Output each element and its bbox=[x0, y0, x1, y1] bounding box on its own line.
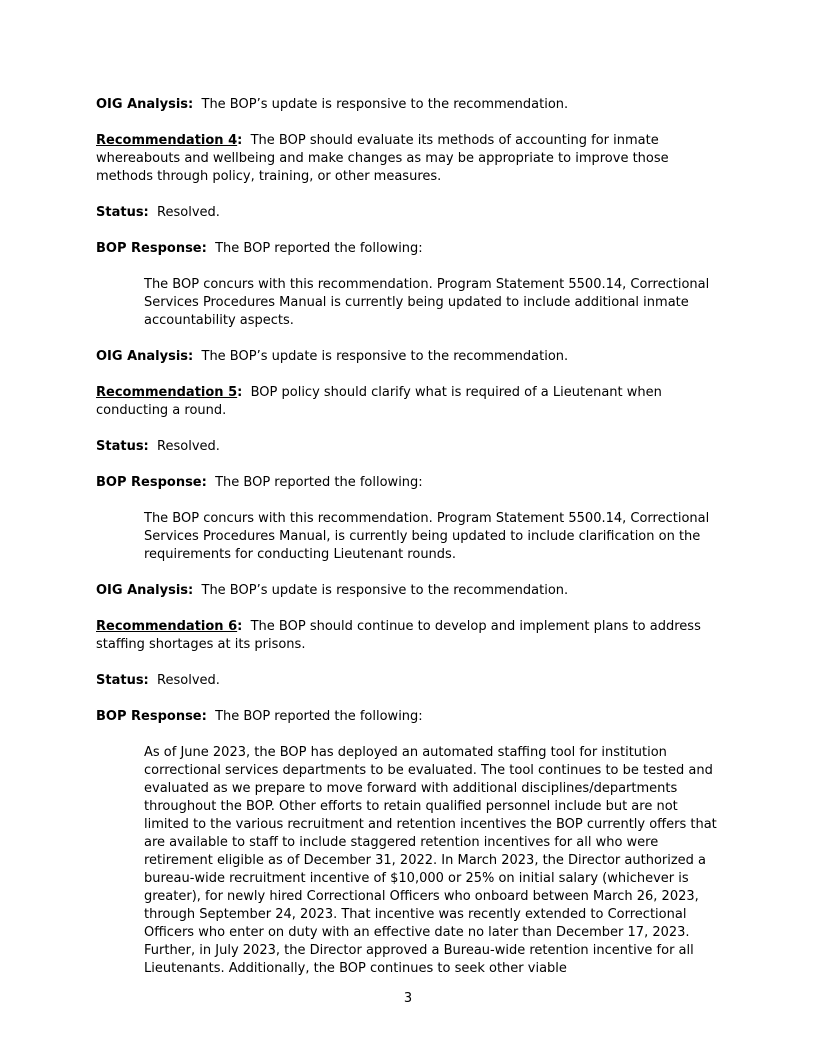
oig-analysis-label: OIG Analysis: bbox=[96, 97, 194, 112]
recommendation-6-text: The BOP should continue to develop and implement plans to address staffing shortages at its prisons. bbox=[96, 619, 701, 652]
status-6 bbox=[96, 672, 721, 690]
status-text: Resolved. bbox=[157, 439, 220, 454]
recommendation-5-text: BOP policy should clarify what is required of a Lieutenant when conducting a round. bbox=[96, 385, 662, 418]
bop-response-text: The BOP reported the following: bbox=[215, 241, 423, 256]
page-number: 3 bbox=[403, 991, 413, 1006]
document-page bbox=[96, 96, 721, 996]
bop-response-label: BOP Response: bbox=[96, 475, 207, 490]
oig-analysis-0 bbox=[96, 96, 721, 114]
recommendation-6: Recommendation 6: The BOP should continue to develop and implement plans to address staffing shortages at its prisons. bbox=[96, 619, 701, 652]
recommendation-4-text: The BOP should evaluate its methods of accounting for inmate whereabouts and wellbeing and make changes as may be appropriate to improve those methods through policy, training, or other measures. bbox=[96, 133, 669, 184]
bop-response-5 bbox=[96, 474, 721, 492]
oig-analysis-text: The BOP’s update is responsive to the recommendation. bbox=[201, 583, 569, 598]
oig-analysis-label: OIG Analysis: bbox=[96, 583, 194, 598]
bop-response-label: BOP Response: bbox=[96, 241, 207, 256]
status-text: Resolved. bbox=[157, 673, 220, 688]
bop-response-text: The BOP reported the following: bbox=[215, 709, 423, 724]
bop-response-4 bbox=[96, 240, 721, 258]
recommendation-4: Recommendation 4: The BOP should evaluate its methods of accounting for inmate whereabouts and wellbeing and make changes as may be appropriate to improve those methods through policy, training, or other measures. bbox=[96, 133, 669, 184]
oig-analysis-text: The BOP’s update is responsive to the recommendation. bbox=[201, 97, 569, 112]
recommendation-4-label: Recommendation 4 bbox=[96, 133, 238, 148]
response-quote-6: As of June 2023, the BOP has deployed an automated staffing tool for institution correctional services departments to be evaluated. The tool continues to be tested and evaluated as we prepare to move forward with additional disciplines/departments throughout the BOP. Other efforts to retain qualified personnel include but are not limited to the various recruitment and retention incentives the BOP currently offers that are available to staff to include staggered retention incentives for all who were retirement eligible as of December 31, 2022. In March 2023, the Director authorized a bureau-wide recruitment incentive of $10,000 or 25% on initial salary (whichever is greater), for newly hired Correctional Officers who onboard between March 26, 2023, through September 24, 2023. That incentive was recently extended to Correctional Officers who enter on duty with an effective date no later than December 17, 2023. Further, in July 2023, the Director approved a Bureau-wide retention incentive for all Lieutenants. Additionally, the BOP continues to seek other viable bbox=[144, 745, 717, 976]
recommendation-5: Recommendation 5: BOP policy should clarify what is required of a Lieutenant when conducting a round. bbox=[96, 385, 662, 418]
recommendation-6-label: Recommendation 6 bbox=[96, 619, 238, 634]
status-label: Status: bbox=[96, 439, 149, 454]
response-quote-5: The BOP concurs with this recommendation. Program Statement 5500.14, Correctional Services Procedures Manual, is currently being updated to include clarification on the requirements for conducting Lieutenant rounds. bbox=[144, 511, 710, 562]
recommendation-5-label: Recommendation 5 bbox=[96, 385, 238, 400]
bop-response-6 bbox=[96, 708, 721, 726]
status-label: Status: bbox=[96, 205, 149, 220]
oig-analysis-4 bbox=[96, 348, 721, 366]
status-4 bbox=[96, 204, 721, 222]
status-5 bbox=[96, 438, 721, 456]
bop-response-label: BOP Response: bbox=[96, 709, 207, 724]
status-text: Resolved. bbox=[157, 205, 220, 220]
response-quote-4: The BOP concurs with this recommendation. Program Statement 5500.14, Correctional Services Procedures Manual is currently being updated to include additional inmate accountability aspects. bbox=[144, 277, 710, 328]
status-label: Status: bbox=[96, 673, 149, 688]
oig-analysis-text: The BOP’s update is responsive to the recommendation. bbox=[201, 349, 569, 364]
bop-response-text: The BOP reported the following: bbox=[215, 475, 423, 490]
oig-analysis-label: OIG Analysis: bbox=[96, 349, 194, 364]
oig-analysis-5 bbox=[96, 582, 721, 600]
